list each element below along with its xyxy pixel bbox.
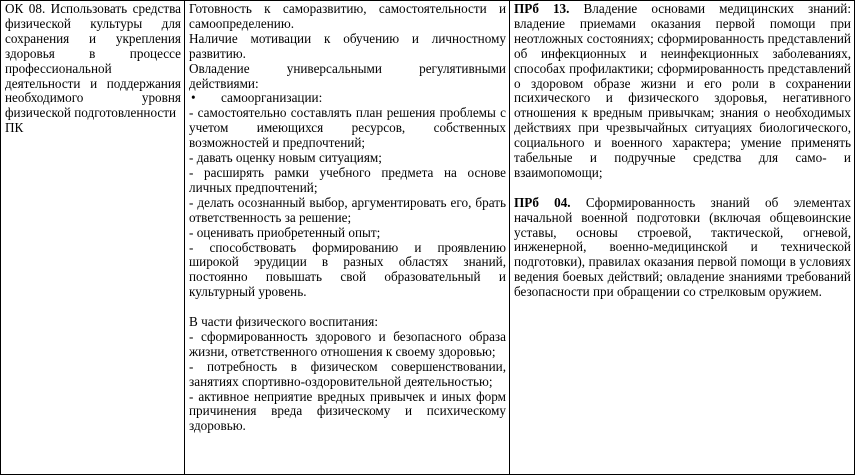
list-item: - расширять рамки учебного предмета на основе личных предпочтений; xyxy=(189,164,506,195)
personal-result-2: Наличие мотивации к обучению и личностному развитию. xyxy=(189,30,506,61)
competency-text: ОК 08. Использовать средства физической культуры для сохранения и укрепления здоровья в процессе профессиональной деятельности и поддержания необходимого уровня физической подготовленности xyxy=(5,1,181,121)
list-item: - оценивать приобретенный опыт; xyxy=(189,224,381,240)
list-item: - активное неприятие вредных привычек и иных форм причинения вреда физическому и психическому здоровью. xyxy=(189,388,506,434)
table-row xyxy=(1,1,855,475)
subject-result-04 xyxy=(514,196,851,300)
paragraph-gap xyxy=(189,300,506,315)
personal-result-1: Готовность к саморазвитию, самостоятельности и самоопределению. xyxy=(189,1,506,31)
list-item: - сформированность здорового и безопасного образа жизни, ответственного отношения к своему здоровью; xyxy=(189,328,506,359)
bullet-item-label: самоорганизации: xyxy=(221,90,323,106)
bullet-dot-icon: • xyxy=(191,90,196,106)
competency-code-pk: ПК xyxy=(5,120,24,136)
competency-cell xyxy=(1,1,185,475)
subject-result-13 xyxy=(514,2,851,181)
list-item: - потребность в физическом совершенствовании, занятиях спортивно-оздоровительной деятельностью; xyxy=(189,358,506,389)
paragraph-gap xyxy=(514,181,851,196)
personal-results-cell xyxy=(185,1,510,475)
subject-results-cell xyxy=(510,1,855,475)
bullet-item xyxy=(189,91,506,106)
physical-education-heading: В части физического воспитания: xyxy=(189,314,379,330)
subject-result-text: Сформированность знаний об элементах начальной военной подготовки (включая общевоинские уставы, основы строевой, тактической, огневой, инженерной, военно-медицинской и технической подготовки), правилах оказания первой помощи в условиях ведения боевых действий; овладение знаниями требований безопасности при обращении со стрелковым оружием. xyxy=(514,194,851,300)
list-item: - делать осознанный выбор, аргументировать его, брать ответственность за решение; xyxy=(189,194,506,225)
metasubject-result-heading: Овладение универсальными регулятивными действиями: xyxy=(189,60,506,91)
list-item: - давать оценку новым ситуациям; xyxy=(189,150,382,166)
subject-result-code: ПРб 04. xyxy=(514,194,571,210)
list-item: - способствовать формированию и проявлению широкой эрудиции в разных областях знаний, постоянно повышать свой образовательный и культурный уровень. xyxy=(189,239,506,300)
subject-result-code: ПРб 13. xyxy=(514,1,570,16)
list-item: - самостоятельно составлять план решения проблемы с учетом имеющихся ресурсов, собственных возможностей и предпочтений; xyxy=(189,105,506,151)
subject-result-text: Владение основами медицинских знаний: владение приемами оказания первой помощи при неотложных состояниях; сформированность представлений об инфекционных и неинфекционных заболеваниях, способах профилактики; сформированность представлений о здоровом образе жизни и его роли в сохранении психического и физического здоровья, негативного отношения к вредным привычкам; знания о необходимых действиях при чрезвычайных ситуациях биологического, социального и военного характера; умение применять табельные и подручные средства для само- и взаимопомощи; xyxy=(514,1,851,180)
